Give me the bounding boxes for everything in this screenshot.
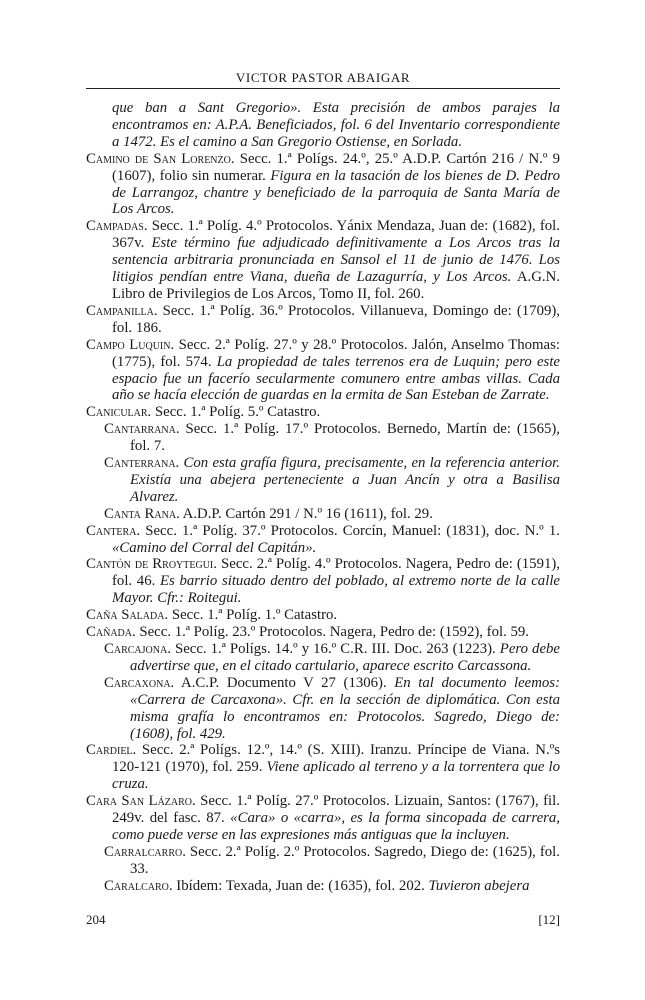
- entry-headword: Campadas.: [86, 218, 148, 235]
- entry-source: Secc. 2.ª Políg. 2.º Protocolos. Sagredo, Diego de: (1625), fol. 33.: [130, 843, 560, 877]
- entry-headword: Caralcaro.: [104, 877, 173, 894]
- entry-note: Este término fue adjudicado definitivamente a Los Arcos tras la sentencia arbitraria pronunciada en Sansol el 11 de junio de 1476. Los litigios pendían entre Viana, dueña de Lazagurría, y Los Arcos.: [112, 235, 561, 286]
- entry-headword: Canterrana.: [104, 455, 180, 472]
- glossary-entry: [86, 556, 560, 607]
- entry-headword: Canicular.: [86, 404, 152, 421]
- entry-source: Secc. 1.ª Políg. 5.º Catastro.: [151, 404, 321, 421]
- entry-note: Figura en la tasación de los bienes de D. Pedro de Larrangoz, chantre y beneficiado de la parroquia de Santa María de Los Arcos.: [112, 167, 560, 218]
- entry-headword: Cardiel.: [86, 742, 137, 759]
- glossary-entry: [86, 151, 560, 219]
- entry-headword: Cañada.: [86, 624, 136, 641]
- entry-headword: Campanilla.: [86, 302, 158, 319]
- entry-headword: Cantera.: [86, 522, 141, 539]
- entry-headword: Canta Rana.: [104, 505, 180, 522]
- entry-headword: Campo Luquin.: [86, 336, 175, 353]
- entry-headword: Camino de San Lorenzo.: [86, 150, 235, 167]
- entry-source: Secc. 2.ª Polígs. 12.º, 14.º (S. XIII). Iranzu. Príncipe de Viana. N.ºs 120-121 (1970), fol. 259.: [112, 742, 560, 776]
- glossary-entry: [104, 641, 560, 675]
- glossary-entry: [104, 421, 560, 455]
- entry-headword: Carralcarro.: [104, 843, 186, 860]
- entry-note: Con esta grafía figura, precisamente, en la referencia anterior. Existía una abejera perteneciente a Juan Ancín y otra a Basilisa Alvarez.: [130, 455, 561, 505]
- glossary-entry: [86, 404, 560, 421]
- entry-headword: Caña Salada.: [86, 607, 169, 624]
- glossary-entry: [86, 303, 560, 337]
- glossary-entry: [104, 844, 560, 878]
- entry-source: Secc. 2.ª Políg. 27.º y 28.º Protocolos. Jalón, Anselmo Thomas: (1775), fol. 574.: [112, 336, 560, 370]
- entry-note: Tuvieron abejera: [428, 877, 530, 894]
- entry-note: «Camino del Corral del Capitán».: [112, 539, 317, 556]
- entry-headword: Cantón de Rroytegui.: [86, 556, 217, 573]
- entry-note: que ban a Sant Gregorio». Esta precisión de ambos parajes la encontramos en: A.P.A. Beneficiados, fol. 6 del Inventario correspondiente a 1472. Es el camino a San Gregorio Ostiense, en Sorlada.: [112, 100, 560, 150]
- section-marker: [12]: [538, 912, 560, 927]
- glossary-entry: [104, 506, 560, 523]
- glossary-entry: [104, 878, 560, 895]
- entry-note: La propiedad de tales terrenos era de Luquin; pero este espacio fue un facerío secularmente comunero entre ambas villas. Cada año se hacía elección de guardas en la ermita de San Esteban de Zarrate.: [112, 353, 560, 404]
- entry-source: Secc. 1.ª Políg. 36.º Protocolos. Villanueva, Domingo de: (1709), fol. 186.: [112, 302, 560, 336]
- entry-source: Secc. 2.ª Políg. 4.º Protocolos. Nagera, Pedro de: (1591), fol. 46.: [112, 556, 560, 590]
- entry-note: Pero debe advertirse que, en el citado cartulario, aparece escrito Carcassona.: [130, 641, 560, 674]
- entry-source: Secc. 1.ª Políg. 23.º Protocolos. Nagera, Pedro de: (1592), fol. 59.: [135, 624, 530, 641]
- entry-note: «Cara» o «carra», es la forma sincopada de carrera, como puede verse en las expresiones más antiguas que la incluyen.: [112, 810, 560, 843]
- entry-source: A.D.P. Cartón 291 / N.º 16 (1611), fol. 29.: [179, 505, 433, 522]
- glossary-body: [86, 100, 560, 895]
- entry-note: Es barrio situado dentro del poblado, al extremo norte de la calle Mayor. Cfr.: Roitegui.: [112, 573, 560, 607]
- glossary-entry: [86, 607, 560, 624]
- glossary-entry: [86, 742, 560, 793]
- entry-source: Secc. 1.ª Políg. 1.º Catastro.: [168, 607, 338, 624]
- glossary-entry: [86, 624, 560, 641]
- entry-note: En tal documento leemos: «Carrera de Carcaxona». Cfr. en la sección de diplomática. Con esta misma grafía lo encontramos en: Protocolos. Sagredo, Diego de: (1608), fol. 429.: [130, 674, 560, 742]
- entry-headword: Carcajona.: [104, 641, 171, 657]
- entry-headword: Cantarrana.: [104, 421, 180, 438]
- entry-source: Secc. 1.ª Políg. 37.º Protocolos. Corcín, Manuel: (1831), doc. N.º 1.: [140, 522, 560, 539]
- entry-source: Ibídem: Texada, Juan de: (1635), fol. 202.: [172, 877, 429, 894]
- entry-source: Secc. 1.ª Políg. 27.º Protocolos. Lizuain, Santos: (1767), fil. 249v. del fasc. 87.: [112, 793, 560, 827]
- glossary-entry: [104, 675, 560, 743]
- page-number: 204: [86, 912, 106, 927]
- entry-source: Secc. 1.ª Políg. 17.º Protocolos. Bernedo, Martín de: (1565), fol. 7.: [130, 421, 560, 455]
- entry-source: A.C.P. Documento V 27 (1306).: [174, 674, 395, 691]
- glossary-entry: [86, 337, 560, 405]
- glossary-entry: [86, 523, 560, 557]
- entry-source-2: A.G.N. Libro de Privilegios de Los Arcos, Tomo II, fol. 260.: [112, 269, 560, 302]
- glossary-entry: [86, 793, 560, 844]
- running-header: VICTOR PASTOR ABAIGAR: [235, 70, 411, 85]
- entry-headword: Carcaxona.: [104, 674, 175, 691]
- glossary-entry: [86, 100, 560, 151]
- entry-headword: Cara San Lázaro.: [86, 793, 196, 810]
- glossary-entry: [104, 455, 560, 506]
- entry-source: Secc. 1.ª Polígs. 14.º y 16.º C.R. III. Doc. 263 (1223).: [170, 641, 500, 657]
- entry-source: Secc. 1.ª Polígs. 24.º, 25.º A.D.P. Cartón 216 / N.º 9 (1607), folio sin numerar.: [112, 150, 560, 184]
- entry-source: Secc. 1.ª Políg. 4.º Protocolos. Yánix Mendaza, Juan de: (1682), fol. 367v.: [112, 218, 560, 252]
- entry-note: Viene aplicado al terreno y a la torrentera que lo cruza.: [112, 759, 561, 793]
- header-rule: [86, 88, 560, 89]
- glossary-entry: [86, 218, 560, 303]
